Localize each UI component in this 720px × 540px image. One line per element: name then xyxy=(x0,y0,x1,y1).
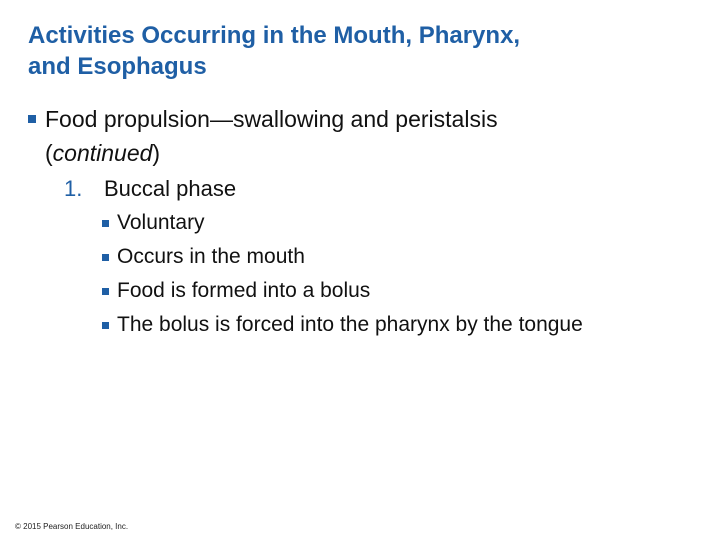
item-number: 1. xyxy=(64,176,83,201)
numbered-item-buccal-phase xyxy=(64,174,236,204)
sub-bullet-item xyxy=(102,274,583,308)
slide-title-line-2: and Esophagus xyxy=(28,53,207,80)
square-bullet-icon xyxy=(102,220,109,227)
continued-label: continued xyxy=(52,140,153,166)
sub-bullet-text: Food is formed into a bolus xyxy=(117,279,371,302)
square-bullet-icon xyxy=(102,322,109,329)
sub-bullet-item xyxy=(102,308,583,342)
paren-open: ( xyxy=(45,140,53,166)
level1-bullet-text: Food propulsion—swallowing and peristalsis xyxy=(45,106,498,132)
sub-bullet-item xyxy=(102,206,583,240)
square-bullet-icon xyxy=(102,288,109,295)
square-bullet-icon xyxy=(102,254,109,261)
sub-bullet-text: Occurs in the mouth xyxy=(117,245,305,268)
level1-bullet-continuation xyxy=(45,136,688,170)
sub-bullet-list xyxy=(102,206,583,342)
level1-bullet-item xyxy=(28,102,688,170)
square-bullet-icon xyxy=(28,115,36,123)
sub-bullet-item xyxy=(102,240,583,274)
sub-bullet-text: Voluntary xyxy=(117,211,205,234)
copyright-footer: © 2015 Pearson Education, Inc. xyxy=(15,522,129,531)
slide-title xyxy=(28,20,708,82)
sub-bullet-text: The bolus is forced into the pharynx by the tongue xyxy=(117,313,583,336)
paren-close: ) xyxy=(152,140,161,166)
slide-title-line-1: Activities Occurring in the Mouth, Pharynx, xyxy=(28,22,521,49)
numbered-item-text: Buccal phase xyxy=(104,176,237,201)
